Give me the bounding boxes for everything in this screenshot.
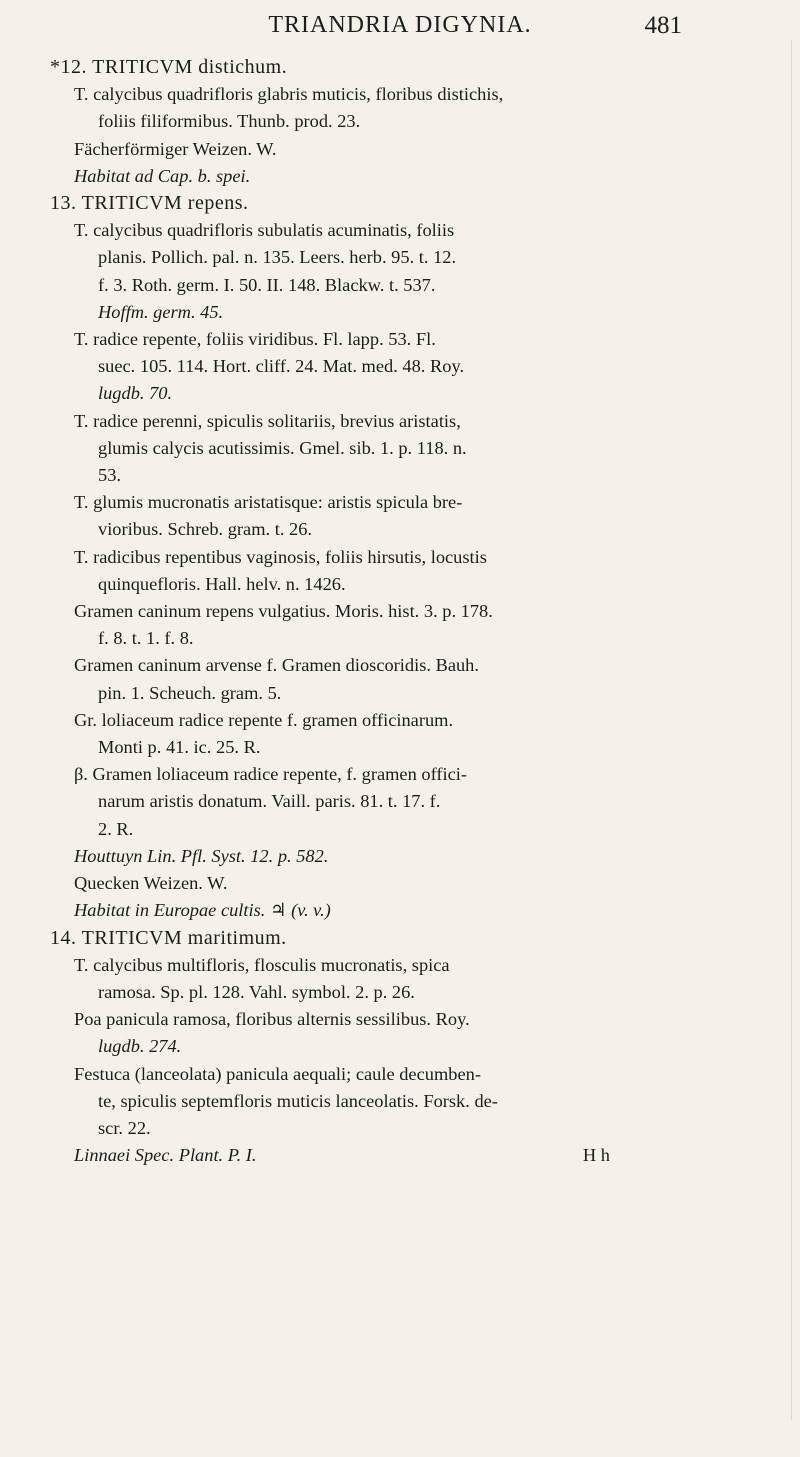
running-title: TRIANDRIA DIGYNIA. [268,12,532,38]
text-line: f. 8. t. 1. f. 8. [98,628,194,649]
signature-mark: Linnaei Spec. Plant. P. I. [74,1145,257,1166]
common-name: Fächerförmiger Weizen. W. [74,138,277,159]
text-line: lugdb. 274. [98,1036,182,1057]
page-number: 481 [644,12,682,39]
text-line: lugdb. 70. [98,383,173,404]
text-line: foliis filiformibus. Thunb. prod. 23. [98,111,361,132]
text-line: te, spiculis septemfloris muticis lanceolatis. Forsk. de- [98,1090,498,1111]
text-line: Gramen caninum arvense f. Gramen dioscoridis. Bauh. [74,655,479,676]
common-name: Quecken Weizen. W. [74,873,228,894]
text-line: T. radice repente, foliis viridibus. Fl. lapp. 53. Fl. [74,329,436,350]
text-line: Festuca (lanceolata) panicula aequali; caule decumben- [74,1063,481,1084]
text-line: Hoffm. germ. 45. [98,301,224,322]
text-line: T. radicibus repentibus vaginosis, foliis hirsutis, locustis [74,546,487,567]
habitat-line: Habitat ad Cap. b. spei. [74,165,251,186]
text-line: suec. 105. 114. Hort. cliff. 24. Mat. med. 48. Roy. [98,356,465,377]
species-heading-repens: 13. TRITICVM repens. [50,192,249,215]
text-line: pin. 1. Scheuch. gram. 5. [98,682,282,703]
page-footer [50,1142,760,1169]
text-line: quinquefloris. Hall. helv. n. 1426. [98,573,346,594]
text-line: Poa panicula ramosa, floribus alternis sessilibus. Roy. [74,1009,470,1030]
text-line: T. calycibus multifloris, flosculis mucronatis, spica [74,954,450,975]
text-line: 2. R. [98,818,134,839]
text-line: 53. [98,465,121,486]
text-line: β. Gramen loliaceum radice repente, f. gramen offici- [74,764,467,785]
gathering-mark: H h [582,1145,610,1166]
text-line: Monti p. 41. ic. 25. R. [98,737,261,758]
text-line: vioribus. Schreb. gram. t. 26. [98,519,313,540]
text-line: ramosa. Sp. pl. 128. Vahl. symbol. 2. p. 26. [98,981,415,1002]
text-line: Gr. loliaceum radice repente f. gramen officinarum. [74,709,454,730]
text-line: Houttuyn Lin. Pfl. Syst. 12. p. 582. [74,845,329,866]
species-heading-distichum: *12. TRITICVM distichum. [50,56,288,78]
text-line: T. calycibus quadrifloris subulatis acuminatis, foliis [74,220,455,241]
page-edge-shadow [783,40,792,1420]
species-heading-maritimum: 14. TRITICVM maritimum. [50,926,287,949]
text-line: planis. Pollich. pal. n. 135. Leers. herb. 95. t. 12. [98,247,457,268]
text-line: narum aristis donatum. Vaill. paris. 81. t. 17. f. [98,791,441,812]
text-line: scr. 22. [98,1117,151,1138]
habitat-line: Habitat in Europae cultis. ♃ (v. v.) [74,900,331,921]
text-line: T. glumis mucronatis aristatisque: aristis spicula bre- [74,492,463,513]
page-body [50,54,760,1169]
text-line: f. 3. Roth. germ. I. 50. II. 148. Blackw. t. 537. [98,274,436,295]
text-line: T. calycibus quadrifloris glabris muticis, floribus distichis, [74,84,504,105]
text-line: Gramen caninum repens vulgatius. Moris. hist. 3. p. 178. [74,601,493,622]
page-header [0,12,800,52]
text-line: glumis calycis acutissimis. Gmel. sib. 1. p. 118. n. [98,437,467,458]
text-line: T. radice perenni, spiculis solitariis, brevius aristatis, [74,410,461,431]
